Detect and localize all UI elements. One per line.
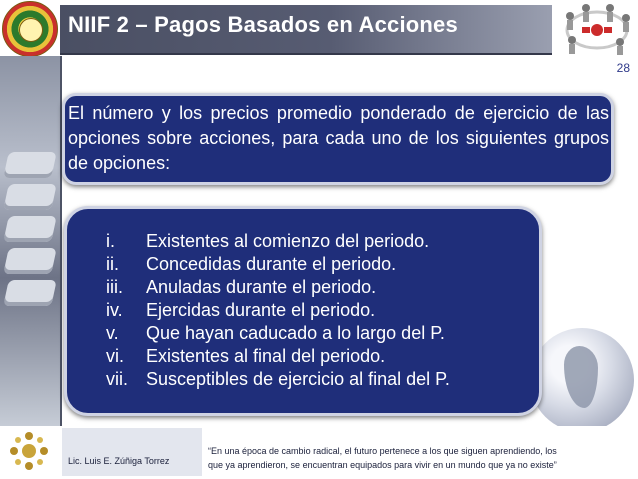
list-item	[106, 276, 450, 299]
slide-title: NIIF 2 – Pagos Basados en Acciones	[68, 12, 458, 37]
list-text: Existentes al comienzo del periodo.	[146, 231, 430, 251]
intro-text: El número y los precios promedio ponderado de ejercicio de las opciones sobre acciones, para cada uno de los siguientes grupos de opciones:	[68, 103, 609, 173]
list-number: iii.	[106, 277, 123, 297]
list-text: Susceptibles de ejercicio al final del P.	[146, 369, 450, 389]
ornament-icon	[4, 428, 54, 474]
keyboard-image-strip	[0, 56, 60, 426]
quote-line-1: “En una época de cambio radical, el futuro pertenece a los que siguen aprendiendo, los	[208, 446, 557, 456]
list-item	[106, 345, 450, 368]
list-item	[106, 322, 450, 345]
list-number: v.	[106, 323, 119, 343]
institution-logo	[2, 1, 58, 57]
footer-quote	[208, 444, 634, 472]
list-item	[106, 230, 450, 253]
groups-list	[106, 230, 450, 391]
list-item	[106, 253, 450, 276]
list-text: Ejercidas durante el periodo.	[146, 300, 376, 320]
list-number: i.	[106, 231, 115, 251]
author-band	[62, 428, 202, 476]
list-number: iv.	[106, 300, 123, 320]
quote-line-2: que ya aprendieron, se encuentran equipados para vivir en un mundo que ya no existe”	[208, 460, 557, 470]
list-number: ii.	[106, 254, 119, 274]
list-number: vi.	[106, 346, 124, 366]
author-name: Lic. Luis E. Zúñiga Torrez	[68, 456, 170, 466]
teamwork-circle-icon	[556, 0, 638, 56]
list-item	[106, 368, 450, 391]
list-text: Anuladas durante el periodo.	[146, 277, 377, 297]
list-item	[106, 299, 450, 322]
list-text: Existentes al final del periodo.	[146, 346, 386, 366]
list-text: Que hayan caducado a lo largo del P.	[146, 323, 445, 343]
list-number: vii.	[106, 369, 128, 389]
list-text: Concedidas durante el periodo.	[146, 254, 397, 274]
page-number: 28	[616, 61, 630, 75]
